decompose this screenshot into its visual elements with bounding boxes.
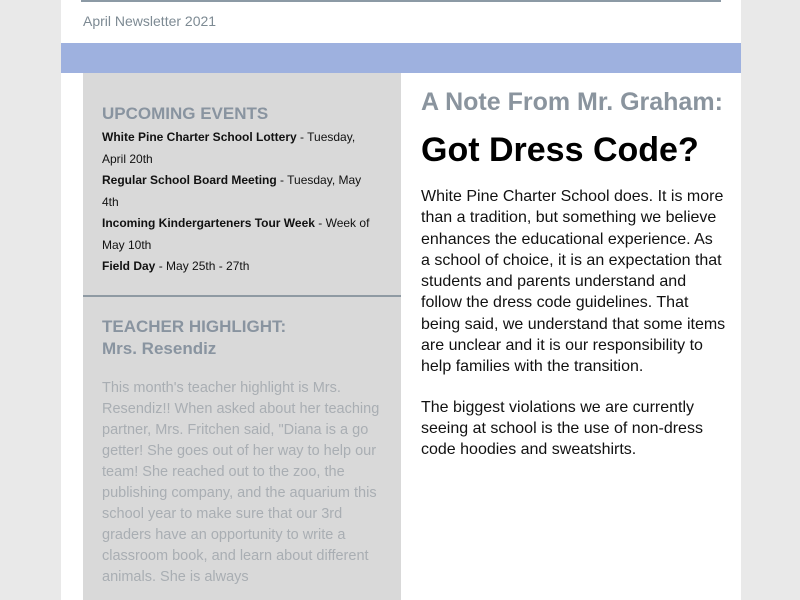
event-item <box>102 213 377 256</box>
event-list <box>102 127 377 278</box>
event-date: - May 25th - 27th <box>155 259 250 273</box>
newsletter-page <box>61 0 741 600</box>
top-divider <box>81 0 721 2</box>
event-title: Regular School Board Meeting <box>102 173 277 187</box>
upcoming-events-box <box>83 73 401 297</box>
event-date: - Tuesday, May 4th <box>102 173 362 209</box>
event-item <box>102 127 377 170</box>
event-item <box>102 170 377 213</box>
event-title: White Pine Charter School Lottery <box>102 130 297 144</box>
event-item <box>102 256 377 278</box>
main-article <box>421 87 726 461</box>
article-paragraph: White Pine Charter School does. It is more than a tradition, but something we believe enhances the educational experience. As a school of choice, it is an expectation that students and parents understand and follow the dress code guidelines. That being said, we understand that some items are unclear and it is our responsibility to help families with the transition. <box>421 188 726 376</box>
note-heading: A Note From Mr. Graham: <box>421 88 723 116</box>
event-date: - Week of May 10th <box>102 216 370 252</box>
event-title: Incoming Kindergarteners Tour Week <box>102 216 315 230</box>
event-title: Field Day <box>102 259 156 273</box>
sidebar <box>83 73 401 600</box>
newsletter-date: April Newsletter 2021 <box>83 13 217 29</box>
teacher-highlight-heading: TEACHER HIGHLIGHT: <box>102 317 287 336</box>
article-title: Got Dress Code? <box>421 131 699 169</box>
event-date: - Tuesday, April 20th <box>102 130 356 166</box>
teacher-highlight-name: Mrs. Resendiz <box>102 339 217 358</box>
article-paragraph: The biggest violations we are currently seeing at school is the use of non-dress code hoodies and sweatshirts. <box>421 398 703 459</box>
teacher-highlight-text: This month's teacher highlight is Mrs. Resendiz!! When asked about her teaching partner, Mrs. Fritchen said, "Diana is a go getter! She goes out of her way to help our team! She reached out to the zoo, the publishing company, and the aquarium this school year to make sure that our 3rd graders have an opportunity to write a classroom book, and learn about different animals. She is always <box>102 380 380 585</box>
upcoming-events-heading: UPCOMING EVENTS <box>102 104 269 123</box>
header-color-band <box>61 43 741 73</box>
